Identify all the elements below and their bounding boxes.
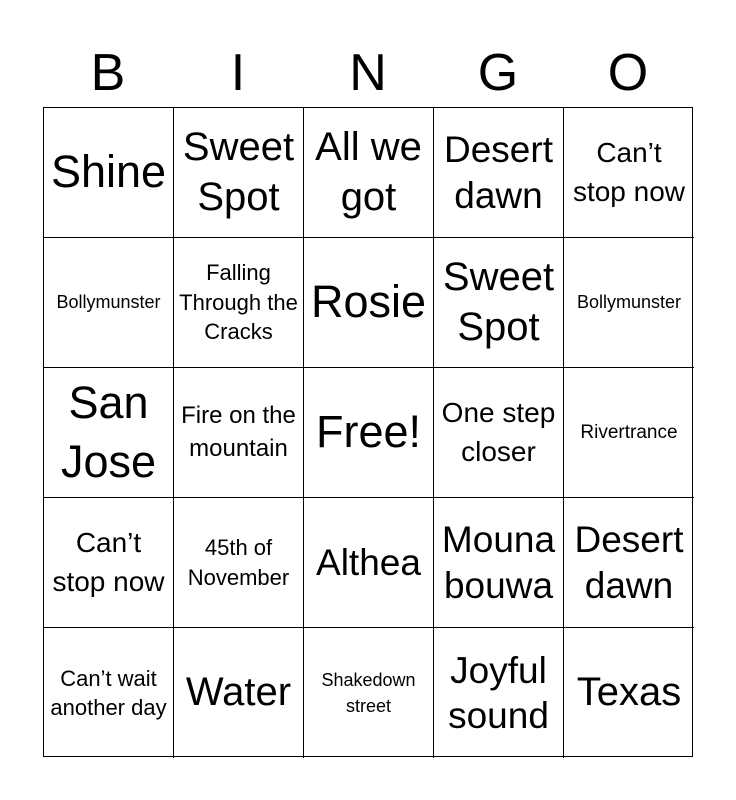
cell-text: Falling Through the Cracks xyxy=(179,260,298,345)
cell-text: One step closer xyxy=(441,396,556,467)
bingo-cell[interactable] xyxy=(434,108,564,238)
bingo-cell[interactable] xyxy=(174,368,304,498)
cell-text: Fire on the mountain xyxy=(181,402,296,462)
bingo-cell[interactable] xyxy=(174,628,304,758)
bingo-cell[interactable] xyxy=(434,628,564,758)
cell-text: 45th of November xyxy=(187,535,290,590)
cell-text: Mouna bouwa xyxy=(441,519,556,606)
bingo-cell[interactable] xyxy=(304,108,434,238)
bingo-cell[interactable] xyxy=(304,498,434,628)
cell-text: Bollymunster xyxy=(576,292,682,313)
bingo-cell[interactable] xyxy=(44,368,174,498)
cell-text: Can’t stop now xyxy=(572,136,686,207)
bingo-cell[interactable] xyxy=(44,498,174,628)
header-letter-n: N xyxy=(349,44,387,102)
cell-text: Althea xyxy=(316,541,421,583)
cell-text: Shakedown street xyxy=(321,669,416,716)
bingo-cell[interactable] xyxy=(564,238,694,368)
header-letter-i: I xyxy=(230,44,246,102)
cell-text: Rivertrance xyxy=(580,421,678,443)
bingo-cell[interactable] xyxy=(44,628,174,758)
cell-text: Joyful sound xyxy=(448,649,549,736)
bingo-cell[interactable] xyxy=(304,238,434,368)
header-letter-b: B xyxy=(90,44,126,102)
bingo-cell[interactable] xyxy=(434,498,564,628)
bingo-cell[interactable] xyxy=(564,368,694,498)
bingo-cell[interactable] xyxy=(44,238,174,368)
cell-text: Desert dawn xyxy=(444,129,553,216)
bingo-cell[interactable] xyxy=(174,498,304,628)
cell-text: Desert dawn xyxy=(574,519,684,606)
bingo-cell[interactable] xyxy=(174,108,304,238)
cell-text: Rosie xyxy=(310,276,427,328)
free-space-cell[interactable] xyxy=(304,368,434,498)
bingo-cell[interactable] xyxy=(44,108,174,238)
bingo-cell[interactable] xyxy=(304,628,434,758)
header-letter-o: O xyxy=(607,44,649,102)
bingo-cell[interactable] xyxy=(434,238,564,368)
bingo-card xyxy=(43,107,693,757)
cell-text: Bollymunster xyxy=(56,292,161,313)
cell-text: Shine xyxy=(50,146,167,198)
cell-text: Can’t stop now xyxy=(52,526,165,597)
cell-text: Can’t wait another day xyxy=(50,665,167,720)
header-letter-g: G xyxy=(477,44,519,102)
cell-text: All we got xyxy=(315,124,422,219)
bingo-cell[interactable] xyxy=(564,108,694,238)
cell-text: Sweet Spot xyxy=(182,124,295,219)
cell-text: Sweet Spot xyxy=(442,254,555,349)
cell-text: Water xyxy=(185,670,292,715)
cell-text: San Jose xyxy=(60,377,157,487)
bingo-cell[interactable] xyxy=(174,238,304,368)
bingo-cell[interactable] xyxy=(434,368,564,498)
bingo-header xyxy=(43,40,693,106)
bingo-cell[interactable] xyxy=(564,628,694,758)
cell-text: Texas xyxy=(576,670,682,715)
bingo-cell[interactable] xyxy=(564,498,694,628)
cell-text: Free! xyxy=(315,406,422,458)
